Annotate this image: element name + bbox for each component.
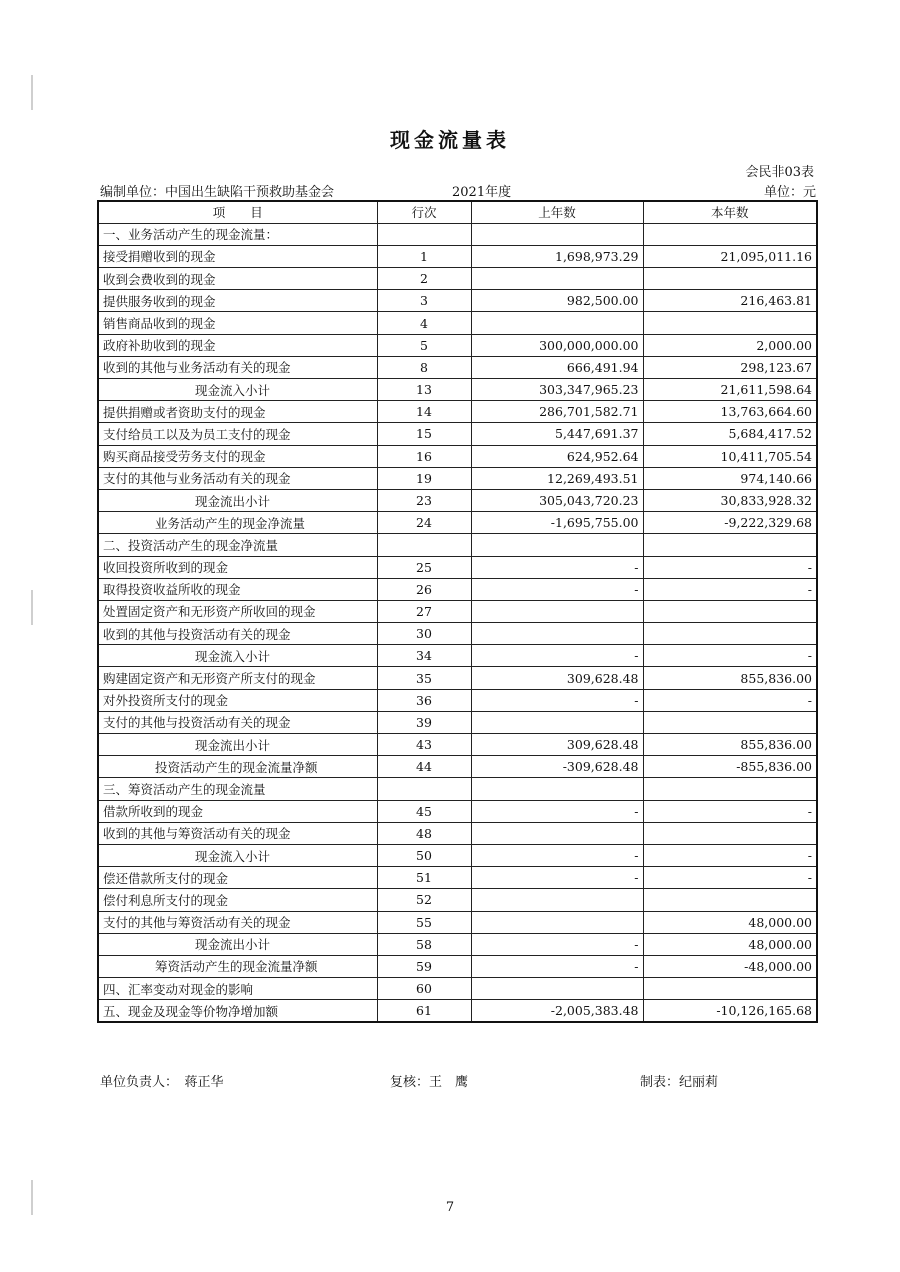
row-prior-amount: 624,952.64 (471, 445, 643, 467)
row-current-amount: -855,836.00 (643, 756, 817, 778)
row-label: 现金流出小计 (98, 933, 377, 955)
row-prior-amount: 309,628.48 (471, 667, 643, 689)
row-line-number: 3 (377, 290, 471, 312)
row-label: 支付给员工以及为员工支付的现金 (98, 423, 377, 445)
row-prior-amount: 1,698,973.29 (471, 245, 643, 267)
row-prior-amount: - (471, 955, 643, 977)
row-prior-amount (471, 223, 643, 245)
signature-footer (100, 1071, 820, 1089)
row-line-number (377, 534, 471, 556)
row-label: 收到的其他与投资活动有关的现金 (98, 623, 377, 645)
row-current-amount (643, 534, 817, 556)
row-current-amount: - (643, 867, 817, 889)
row-current-amount: - (643, 689, 817, 711)
table-row (98, 512, 817, 534)
row-label: 购买商品接受劳务支付的现金 (98, 445, 377, 467)
row-prior-amount: 666,491.94 (471, 356, 643, 378)
row-current-amount: 48,000.00 (643, 911, 817, 933)
scan-edge-mark (31, 590, 33, 625)
table-row (98, 489, 817, 511)
row-line-number (377, 778, 471, 800)
row-line-number: 14 (377, 401, 471, 423)
row-line-number: 2 (377, 268, 471, 290)
row-prior-amount (471, 268, 643, 290)
table-row (98, 401, 817, 423)
table-row (98, 578, 817, 600)
row-line-number: 51 (377, 867, 471, 889)
row-prior-amount (471, 778, 643, 800)
row-current-amount (643, 312, 817, 334)
row-label: 收到的其他与筹资活动有关的现金 (98, 822, 377, 844)
row-prior-amount: 286,701,582.71 (471, 401, 643, 423)
row-prior-amount (471, 978, 643, 1000)
row-prior-amount: -2,005,383.48 (471, 1000, 643, 1022)
row-label: 接受捐赠收到的现金 (98, 245, 377, 267)
table-row (98, 778, 817, 800)
page-number: 7 (445, 1200, 455, 1215)
row-current-amount (643, 623, 817, 645)
table-row (98, 423, 817, 445)
row-line-number: 8 (377, 356, 471, 378)
row-prior-amount (471, 911, 643, 933)
row-line-number: 44 (377, 756, 471, 778)
row-current-amount: -48,000.00 (643, 955, 817, 977)
header-item: 项 目 (98, 201, 377, 223)
reviewer: 复核：王 鹰 (390, 1075, 469, 1090)
header-line: 行次 (377, 201, 471, 223)
table-row (98, 889, 817, 911)
row-line-number: 5 (377, 334, 471, 356)
row-prior-amount: 982,500.00 (471, 290, 643, 312)
row-current-amount (643, 711, 817, 733)
row-label: 现金流入小计 (98, 844, 377, 866)
row-line-number: 45 (377, 800, 471, 822)
row-current-amount (643, 223, 817, 245)
row-current-amount: 974,140.66 (643, 467, 817, 489)
row-line-number: 35 (377, 667, 471, 689)
table-row (98, 445, 817, 467)
row-prior-amount (471, 711, 643, 733)
table-row (98, 379, 817, 401)
header-prior: 上年数 (471, 201, 643, 223)
row-label: 五、现金及现金等价物净增加额 (98, 1000, 377, 1022)
table-row (98, 867, 817, 889)
row-line-number: 52 (377, 889, 471, 911)
row-current-amount: 30,833,928.32 (643, 489, 817, 511)
table-row (98, 734, 817, 756)
row-prior-amount: - (471, 689, 643, 711)
row-prior-amount: 305,043,720.23 (471, 489, 643, 511)
row-line-number: 27 (377, 600, 471, 622)
table-row (98, 978, 817, 1000)
row-current-amount (643, 889, 817, 911)
row-prior-amount (471, 623, 643, 645)
header-current: 本年数 (643, 201, 817, 223)
row-prior-amount: 12,269,493.51 (471, 467, 643, 489)
row-prior-amount: 309,628.48 (471, 734, 643, 756)
row-line-number: 23 (377, 489, 471, 511)
row-line-number: 60 (377, 978, 471, 1000)
row-current-amount: 10,411,705.54 (643, 445, 817, 467)
row-line-number: 16 (377, 445, 471, 467)
row-label: 购建固定资产和无形资产所支付的现金 (98, 667, 377, 689)
row-label: 支付的其他与业务活动有关的现金 (98, 467, 377, 489)
cash-flow-table (97, 200, 818, 1023)
row-label: 借款所收到的现金 (98, 800, 377, 822)
row-line-number: 1 (377, 245, 471, 267)
table-row (98, 223, 817, 245)
table-row (98, 911, 817, 933)
responsible-person: 单位负责人： 蒋正华 (100, 1075, 224, 1090)
row-label: 三、筹资活动产生的现金流量 (98, 778, 377, 800)
table-row (98, 600, 817, 622)
row-current-amount: 21,095,011.16 (643, 245, 817, 267)
row-current-amount: - (643, 645, 817, 667)
row-current-amount (643, 600, 817, 622)
row-prior-amount (471, 312, 643, 334)
row-label: 收回投资所收到的现金 (98, 556, 377, 578)
row-prior-amount (471, 534, 643, 556)
row-line-number: 36 (377, 689, 471, 711)
info-row (100, 181, 816, 199)
table-row (98, 534, 817, 556)
table-row (98, 800, 817, 822)
row-current-amount: 48,000.00 (643, 933, 817, 955)
row-prior-amount: - (471, 933, 643, 955)
row-current-amount (643, 778, 817, 800)
row-label: 二、投资活动产生的现金净流量 (98, 534, 377, 556)
table-row (98, 822, 817, 844)
row-line-number: 55 (377, 911, 471, 933)
table-row (98, 645, 817, 667)
row-label: 支付的其他与筹资活动有关的现金 (98, 911, 377, 933)
row-prior-amount: - (471, 556, 643, 578)
row-label: 政府补助收到的现金 (98, 334, 377, 356)
row-prior-amount (471, 889, 643, 911)
row-prior-amount: 303,347,965.23 (471, 379, 643, 401)
row-line-number: 25 (377, 556, 471, 578)
row-prior-amount: 5,447,691.37 (471, 423, 643, 445)
row-current-amount: 2,000.00 (643, 334, 817, 356)
row-prior-amount (471, 600, 643, 622)
preparer: 制表：纪丽莉 (640, 1075, 719, 1090)
row-prior-amount: -309,628.48 (471, 756, 643, 778)
currency-unit: 单位：元 (763, 185, 816, 200)
table-row (98, 334, 817, 356)
table-row (98, 955, 817, 977)
row-label: 取得投资收益所收的现金 (98, 578, 377, 600)
row-line-number: 19 (377, 467, 471, 489)
row-label: 业务活动产生的现金净流量 (98, 512, 377, 534)
row-current-amount: 298,123.67 (643, 356, 817, 378)
table-row (98, 467, 817, 489)
table-row (98, 245, 817, 267)
row-prior-amount: - (471, 844, 643, 866)
row-label: 对外投资所支付的现金 (98, 689, 377, 711)
row-current-amount: - (643, 844, 817, 866)
row-line-number: 15 (377, 423, 471, 445)
row-current-amount: - (643, 578, 817, 600)
row-current-amount (643, 822, 817, 844)
row-line-number: 24 (377, 512, 471, 534)
table-row (98, 356, 817, 378)
row-line-number: 48 (377, 822, 471, 844)
row-prior-amount: - (471, 800, 643, 822)
row-prior-amount: - (471, 578, 643, 600)
table-row (98, 711, 817, 733)
row-current-amount: 855,836.00 (643, 734, 817, 756)
row-label: 收到会费收到的现金 (98, 268, 377, 290)
table-row (98, 268, 817, 290)
table-row (98, 556, 817, 578)
row-label: 现金流入小计 (98, 379, 377, 401)
table-row (98, 844, 817, 866)
row-line-number: 61 (377, 1000, 471, 1022)
row-label: 一、业务活动产生的现金流量： (98, 223, 377, 245)
row-current-amount: 216,463.81 (643, 290, 817, 312)
row-label: 投资活动产生的现金流量净额 (98, 756, 377, 778)
scan-edge-mark (31, 75, 33, 110)
table-row (98, 290, 817, 312)
row-line-number: 43 (377, 734, 471, 756)
row-current-amount: - (643, 800, 817, 822)
row-current-amount: 855,836.00 (643, 667, 817, 689)
row-current-amount: 21,611,598.64 (643, 379, 817, 401)
table-row (98, 689, 817, 711)
row-current-amount: 5,684,417.52 (643, 423, 817, 445)
row-prior-amount: - (471, 867, 643, 889)
row-label: 现金流出小计 (98, 489, 377, 511)
form-code: 会民非03表 (745, 165, 814, 180)
table-header-row (98, 201, 817, 223)
table-row (98, 623, 817, 645)
table-row (98, 933, 817, 955)
row-line-number: 59 (377, 955, 471, 977)
row-prior-amount: - (471, 645, 643, 667)
row-line-number: 58 (377, 933, 471, 955)
row-line-number: 13 (377, 379, 471, 401)
row-label: 现金流出小计 (98, 734, 377, 756)
row-current-amount: - (643, 556, 817, 578)
row-label: 处置固定资产和无形资产所收回的现金 (98, 600, 377, 622)
row-current-amount: 13,763,664.60 (643, 401, 817, 423)
row-label: 偿还借款所支付的现金 (98, 867, 377, 889)
prepared-by: 编制单位：中国出生缺陷干预救助基金会 (100, 185, 335, 200)
row-label: 支付的其他与投资活动有关的现金 (98, 711, 377, 733)
row-line-number: 34 (377, 645, 471, 667)
row-current-amount (643, 268, 817, 290)
row-label: 筹资活动产生的现金流量净额 (98, 955, 377, 977)
row-label: 现金流入小计 (98, 645, 377, 667)
table-row (98, 756, 817, 778)
row-prior-amount: 300,000,000.00 (471, 334, 643, 356)
row-label: 四、汇率变动对现金的影响 (98, 978, 377, 1000)
row-line-number: 26 (377, 578, 471, 600)
row-current-amount (643, 978, 817, 1000)
row-current-amount: -10,126,165.68 (643, 1000, 817, 1022)
row-label: 收到的其他与业务活动有关的现金 (98, 356, 377, 378)
row-line-number: 4 (377, 312, 471, 334)
table-body (98, 223, 817, 1022)
page-title: 现金流量表 (390, 128, 510, 152)
row-line-number (377, 223, 471, 245)
row-label: 提供服务收到的现金 (98, 290, 377, 312)
row-label: 偿付利息所支付的现金 (98, 889, 377, 911)
row-label: 销售商品收到的现金 (98, 312, 377, 334)
report-year: 2021年度 (452, 185, 512, 200)
table-row (98, 1000, 817, 1022)
row-line-number: 50 (377, 844, 471, 866)
row-current-amount: -9,222,329.68 (643, 512, 817, 534)
table-row (98, 312, 817, 334)
row-label: 提供捐赠或者资助支付的现金 (98, 401, 377, 423)
table-row (98, 667, 817, 689)
row-prior-amount: -1,695,755.00 (471, 512, 643, 534)
row-prior-amount (471, 822, 643, 844)
row-line-number: 39 (377, 711, 471, 733)
row-line-number: 30 (377, 623, 471, 645)
